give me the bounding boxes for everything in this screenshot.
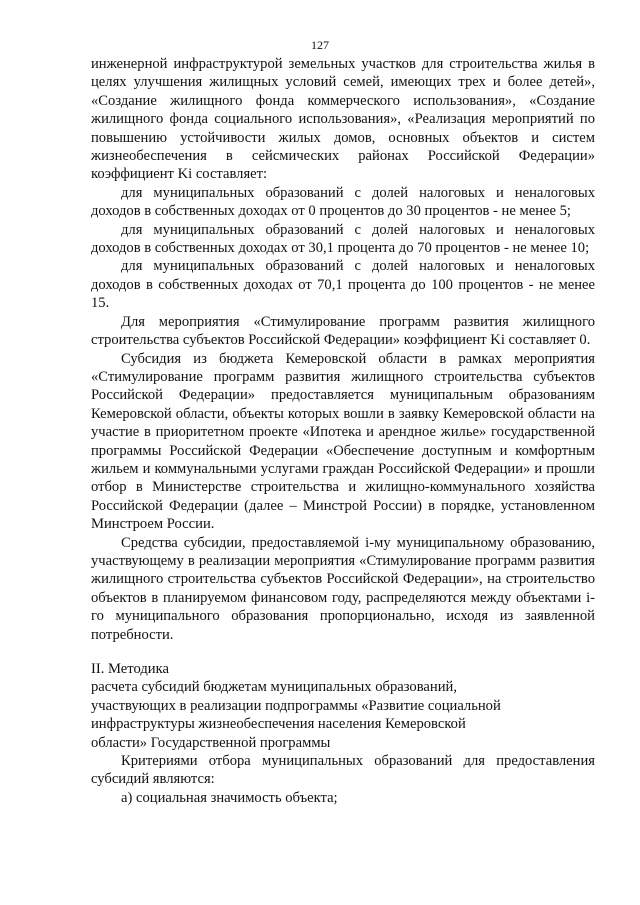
paragraph-coefficient-0-30: для муниципальных образований с долей налоговых и неналоговых доходов в собственных доходах от 0 процентов до 30 процентов - не менее 5; xyxy=(91,184,595,220)
section-subtitle-line: участвующих в реализации подпрограммы «Развитие социальной xyxy=(91,697,501,714)
list-item-social-significance: а) социальная значимость объекта; xyxy=(121,789,338,806)
paragraph-coefficient-70-100: для муниципальных образований с долей налоговых и неналоговых доходов в собственных доходах от 70,1 процента до 100 процентов - не менее 15. xyxy=(91,258,595,312)
paragraph-stimulation-coefficient: Для мероприятия «Стимулирование программ развития жилищного строительства субъектов Российской Федерации» коэффициент Ki составляет 0. xyxy=(91,313,595,349)
section-subtitle-line: инфраструктуры жизнеобеспечения населения Кемеровской xyxy=(91,716,466,733)
paragraph-selection-criteria: Критериями отбора муниципальных образований для предоставления субсидий являются: xyxy=(91,753,595,788)
paragraph-continuation: инженерной инфраструктурой земельных участков для строительства жилья в целях улучшения жилищных условий семей, имеющих трех и более детей», «Создание жилищного фонда коммерческого использования», «Создание жилищного фонда социального использования», «Реализация мероприятий по повышению устойчивости жилых домов, основных объектов и систем жизнеобеспечения в сейсмических районах Российской Федерации» коэффициент Ki составляет: xyxy=(91,56,595,183)
paragraph-subsidy-distribution: Средства субсидии, предоставляемой i-му муниципальному образованию, участвующему в реализации мероприятия «Стимулирование программ развития жилищного строительства субъектов Российской Федерации», на строительство объектов в планируемом финансовом году, распределяются между объектами i-го муниципального образования пропорционально, исходя из заявленной потребности. xyxy=(91,534,595,643)
section-title: II. Методика xyxy=(91,661,169,677)
paragraph-coefficient-30-70: для муниципальных образований с долей налоговых и неналоговых доходов в собственных доходах от 30,1 процента до 70 процентов - не менее 10; xyxy=(91,221,595,257)
section-subtitle-line: области» Государственной программы xyxy=(91,734,331,751)
paragraph-subsidy-kemerovo: Субсидия из бюджета Кемеровской области в рамках мероприятия «Стимулирование программ развития жилищного строительства субъектов Российской Федерации» предоставляется муниципальным образованиям Кемеровской области, объекты которых вошли в заявку Кемеровской области на участие в приоритетном проекте «Ипотека и арендное жилье» государственной программы Российской Федерации «Обеспечение доступным и комфортным жильем и коммунальными услугами граждан Российской Федерации» и прошли отбор в Министерстве строительства и жилищно-коммунального хозяйства Российской Федерации (далее – Минстрой России) в порядке, установленном Минстроем России. xyxy=(91,350,595,533)
document-body xyxy=(91,55,595,807)
section-heading xyxy=(91,660,595,752)
page-number: 127 xyxy=(311,38,329,52)
section-subtitle-line: расчета субсидий бюджетам муниципальных образований, xyxy=(91,679,457,696)
